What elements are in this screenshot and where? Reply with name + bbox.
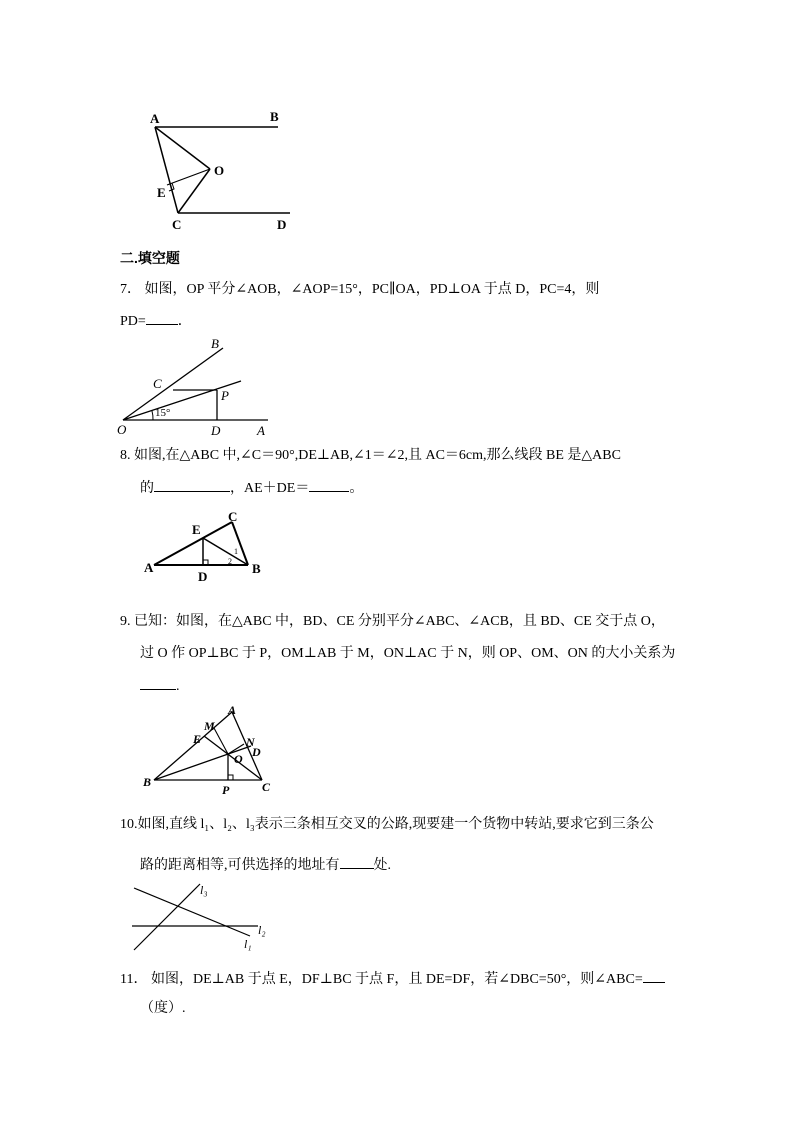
q9-answer-blank[interactable] [140,677,176,690]
label-angle-1: 1 [234,547,238,556]
section-title: 二.填空题 [120,250,180,266]
figure-q10-three-lines [128,878,278,954]
label-l1: l₁ [244,937,252,951]
label-e: E [157,185,166,200]
q9-line2: 过 O 作 OP⊥BC 于 P，OM⊥AB 于 M，ON⊥AC 于 N，则 OP、OM、ON 的大小关系为 [140,646,676,661]
label-d: D [211,423,221,438]
q7-line2 [120,312,192,331]
label-d: D [252,745,261,759]
q11-answer-blank[interactable] [643,970,665,983]
label-p: P [221,388,229,403]
q8-answer-blank-1[interactable] [154,479,230,492]
q8-line2-pre: 的 [140,481,154,496]
q10-line2-pre: 路的距离相等,可供选择的地址有 [140,858,340,873]
q7-line2-post: ． [177,314,192,329]
label-n: N [246,735,255,749]
label-c: C [172,217,182,232]
q9-line3 [140,677,180,696]
label-e: E [192,522,201,537]
label-l2: l₂ [258,923,266,937]
q8-line1: 8. 如图,在△ABC 中,∠C＝90°,DE⊥AB,∠1＝∠2,且 AC＝6cm,那么线段 BE 是△ABC [120,448,621,463]
q7-answer-blank[interactable] [146,312,178,325]
q8-line2-mid: ，AE＋DE＝ [230,481,310,496]
q10-line2 [140,856,391,875]
q10-answer-blank[interactable] [340,856,374,869]
q8-answer-blank-2[interactable] [309,479,349,492]
label-a: A [144,560,154,575]
q8-line2-post: 。 [349,481,364,496]
label-o: O [234,752,243,766]
label-d: D [198,569,208,584]
label-b: B [270,109,279,124]
label-l3: l₃ [200,883,208,897]
q7-line1: 7． 如图，OP 平分∠AOB，∠AOP=15°，PC∥OA，PD⊥OA 于点 D，PC=4，则 [120,282,600,297]
q11-line1 [120,970,665,989]
label-o: O [214,163,225,178]
q9-line3-post: . [176,679,180,694]
q9-line1: 9. 已知：如图，在△ABC 中，BD、CE 分别平分∠ABC、∠ACB，且 BD、CE 交于点 O， [120,614,665,629]
label-a: A [150,111,160,126]
q10-line1: 10.如图,直线 l₁、l₂、l₃表示三条相互交叉的公路,现要建一个货物中转站,要求它到三条公 [120,817,654,832]
label-b: B [252,561,261,576]
label-angle: 15° [155,407,171,419]
label-a: A [228,703,237,717]
label-m: M [204,719,215,733]
q11-line2: （度）. [140,1001,186,1016]
label-c: C [228,509,238,524]
q11-line1-text: 11． 如图，DE⊥AB 于点 E，DF⊥BC 于点 F，且 DE=DF，若∠DBC=50°，则∠ABC= [120,972,643,987]
label-p: P [222,783,230,797]
label-c: C [262,780,271,794]
label-o: O [117,422,127,437]
label-angle-2: 2 [228,557,232,566]
figure-q7-angle [113,336,283,440]
label-b: B [211,336,219,351]
label-e: E [193,732,202,746]
label-a: A [257,423,265,438]
figure-q9-bisectors [140,700,280,800]
q10-line2-post: 处. [373,858,391,873]
q7-line2-pre: PD= [120,314,146,329]
q8-line2 [140,479,363,498]
label-c: C [153,376,162,391]
figure-parallel-lines-aob [140,105,310,235]
figure-q8-triangle [140,508,270,586]
label-d: D [277,217,287,232]
label-b: B [143,775,152,789]
